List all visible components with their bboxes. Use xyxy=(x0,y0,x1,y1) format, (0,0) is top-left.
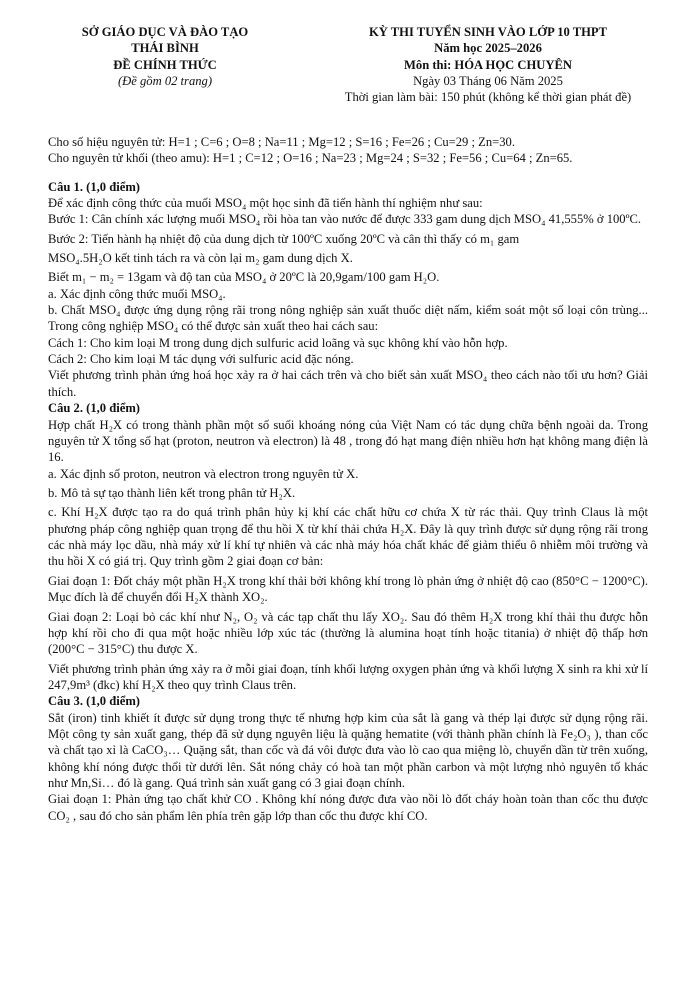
exam-title: KỲ THI TUYỂN SINH VÀO LỚP 10 THPT xyxy=(368,25,608,39)
question-1 xyxy=(48,179,648,401)
q2-stage1: Giai đoạn 1: Đốt cháy một phần H₂X trong khí thải bởi không khí trong lò phản ứng ở nhiệt độ cao (850°C − 1200°C). Mục đích là để chuyển đổi H₂X thành XO₂. xyxy=(48,573,648,605)
q2-task: Viết phương trình phản ứng xảy ra ở mỗi giai đoạn, tính khối lượng oxygen phản ứng và khối lượng X sinh ra khi xử lí 247,9m³ (đkc) khí H₂X theo quy trình Claus trên. xyxy=(48,661,648,692)
exam-date: Ngày 03 Tháng 06 Năm 2025 xyxy=(413,74,563,89)
q3-intro: Sắt (iron) tinh khiết ít được sử dụng trong thực tế nhưng hợp kim của sắt là gang và thép lại được sử dụng rộng rãi. Một công ty sản xuất gang, thép đã sử dụng nguyên liệu là quặng hematite (với thành phần chính là Fe₂O₃ ), than cốc và chất tạo xỉ là CaCO₃… Quặng sắt, than cốc và đá vôi được đưa vào lò cao qua miệng lò, chuyển dần từ trên xuống, không khí nóng được thổi từ dưới lên. Sắt nóng chảy có hoà tan một phần carbon và một lượng nhỏ nguyên tố khác như Mn,Si… đó là gang. Quá trình sản xuất gang có 3 giai đoạn chính. xyxy=(48,710,648,791)
q2-intro: Hợp chất H₂X có trong thành phần một số suối khoáng nóng của Việt Nam có tác dụng chữa bệnh ngoài da. Trong nguyên tử X tổng số hạt (proton, neutron và electron) là 48 , trong đó hạt mang điện nhiều hơn hạt không mang điện là 16. xyxy=(48,417,648,465)
q2-part-b: b. Mô tả sự tạo thành liên kết trong phân tử H₂X. xyxy=(48,485,296,500)
q2-stage2: Giai đoạn 2: Loại bỏ các khí như N₂, O₂ và các tạp chất thu lấy XO₂. Sau đó thêm H₂X trong khí thải thu được hỗn hợp khí rồi cho đi qua một hoặc nhiều lớp xúc tác (thường là alumina hoạt tính hoặc titania) ở nhiệt độ thấp hơn (200°C − 315°C) thu được X. xyxy=(48,609,648,657)
exam-duration: Thời gian làm bài: 150 phút (không kể thời gian phát đề) xyxy=(344,90,632,105)
atomic-masses: Cho nguyên tử khối (theo amu): H=1 ; C=12 ; O=16 ; Na=23 ; Mg=24 ; S=32 ; Fe=56 ; Cu=64 ; Zn=65. xyxy=(48,151,573,166)
exam-page xyxy=(48,24,648,824)
q1-way2: Cách 2: Cho kim loại M tác dụng với sulfuric acid đặc nóng. xyxy=(48,352,354,367)
school-year: Năm học 2025–2026 xyxy=(434,41,542,56)
subject: Môn thi: HÓA HỌC CHUYÊN xyxy=(404,57,572,72)
question-3-title: Câu 3. (1,0 điểm) xyxy=(48,694,140,709)
question-1-title: Câu 1. (1,0 điểm) xyxy=(48,179,140,194)
q2-part-c: c. Khí H₂X được tạo ra do quá trình phân hủy kị khí các chất hữu cơ chứa X từ rác thải. Quy trình Claus là một phương pháp công nghiệp quan trọng để thu hồi X từ khí thải chứa H₂X. Đây là quy trình được sử dụng rộng rãi trong các nhà máy lọc dầu, nhà máy xử lí khí tự nhiên và các nhà máy hóa chất khác để giảm thiểu ô nhiễm môi trường và thu hồi X có giá trị. Quy trình gồm 2 giai đoạn cơ bản: xyxy=(48,505,648,569)
q1-step1: Bước 1: Cân chính xác lượng muối MSO₄ rồi hòa tan vào nước để được 333 gam dung dịch MSO₄ 41,555% ở 100ºC. xyxy=(48,212,642,227)
header-right xyxy=(318,24,658,106)
atomic-numbers: Cho số hiệu nguyên tử: H=1 ; C=6 ; O=8 ; Na=11 ; Mg=12 ; S=16 ; Fe=26 ; Cu=29 ; Zn=30. xyxy=(48,134,515,149)
question-2-title: Câu 2. (1,0 điểm) xyxy=(48,401,140,416)
q1-given: Biết m₁ − m₂ = 13gam và độ tan của MSO₄ ở 20ºC là 20,9gam/100 gam H₂O. xyxy=(48,270,440,285)
province-name: THÁI BÌNH xyxy=(131,41,199,56)
department-name: SỞ GIÁO DỤC VÀ ĐÀO TẠO xyxy=(81,25,249,39)
q1-task: Viết phương trình phản ứng hoá học xảy ra ở hai cách trên và cho biết sản xuất MSO₄ theo cách nào tối ưu hơn? Giải thích. xyxy=(48,368,648,399)
question-2 xyxy=(48,400,648,693)
q2-part-a: a. Xác định số proton, neutron và electron trong nguyên tử X. xyxy=(48,466,359,481)
q1-step2a: Bước 2: Tiến hành hạ nhiệt độ của dung dịch từ 100ºC xuống 20ºC và cân thì thấy có m₁ gam xyxy=(48,231,520,246)
q1-step2b: MSO₄.5H₂O kết tinh tách ra và còn lại m₂ gam dung dịch X. xyxy=(48,250,353,265)
q3-stage1: Giai đoạn 1: Phản ứng tạo chất khử CO . Không khí nóng được đưa vào nồi lò đốt cháy hoàn toàn than cốc thu được CO₂ , sau đó cho sản phẩm lên phía trên gặp lớp than cốc thu được khí CO. xyxy=(48,792,648,823)
given-constants xyxy=(48,134,648,167)
q1-way1: Cách 1: Cho kim loại M trong dung dịch sulfuric acid loãng và sục không khí vào hỗn hợp. xyxy=(48,335,508,350)
page-count-note: (Đề gồm 02 trang) xyxy=(117,74,213,89)
q1-part-b: b. Chất MSO₄ được ứng dụng rộng rãi trong nông nghiệp sản xuất thuốc diệt nấm, kiểm soát một số loại côn trùng... Trong công nghiệp MSO₄ có thể được sản xuất theo hai cách sau: xyxy=(48,303,648,334)
exam-header xyxy=(48,24,648,106)
question-3 xyxy=(48,693,648,824)
q1-intro: Để xác định công thức của muối MSO₄ một học sinh đã tiến hành thí nghiệm như sau: xyxy=(48,195,483,210)
official-label: ĐỀ CHÍNH THỨC xyxy=(113,57,217,72)
q1-part-a: a. Xác định công thức muối MSO₄. xyxy=(48,286,226,301)
header-left xyxy=(60,24,270,106)
